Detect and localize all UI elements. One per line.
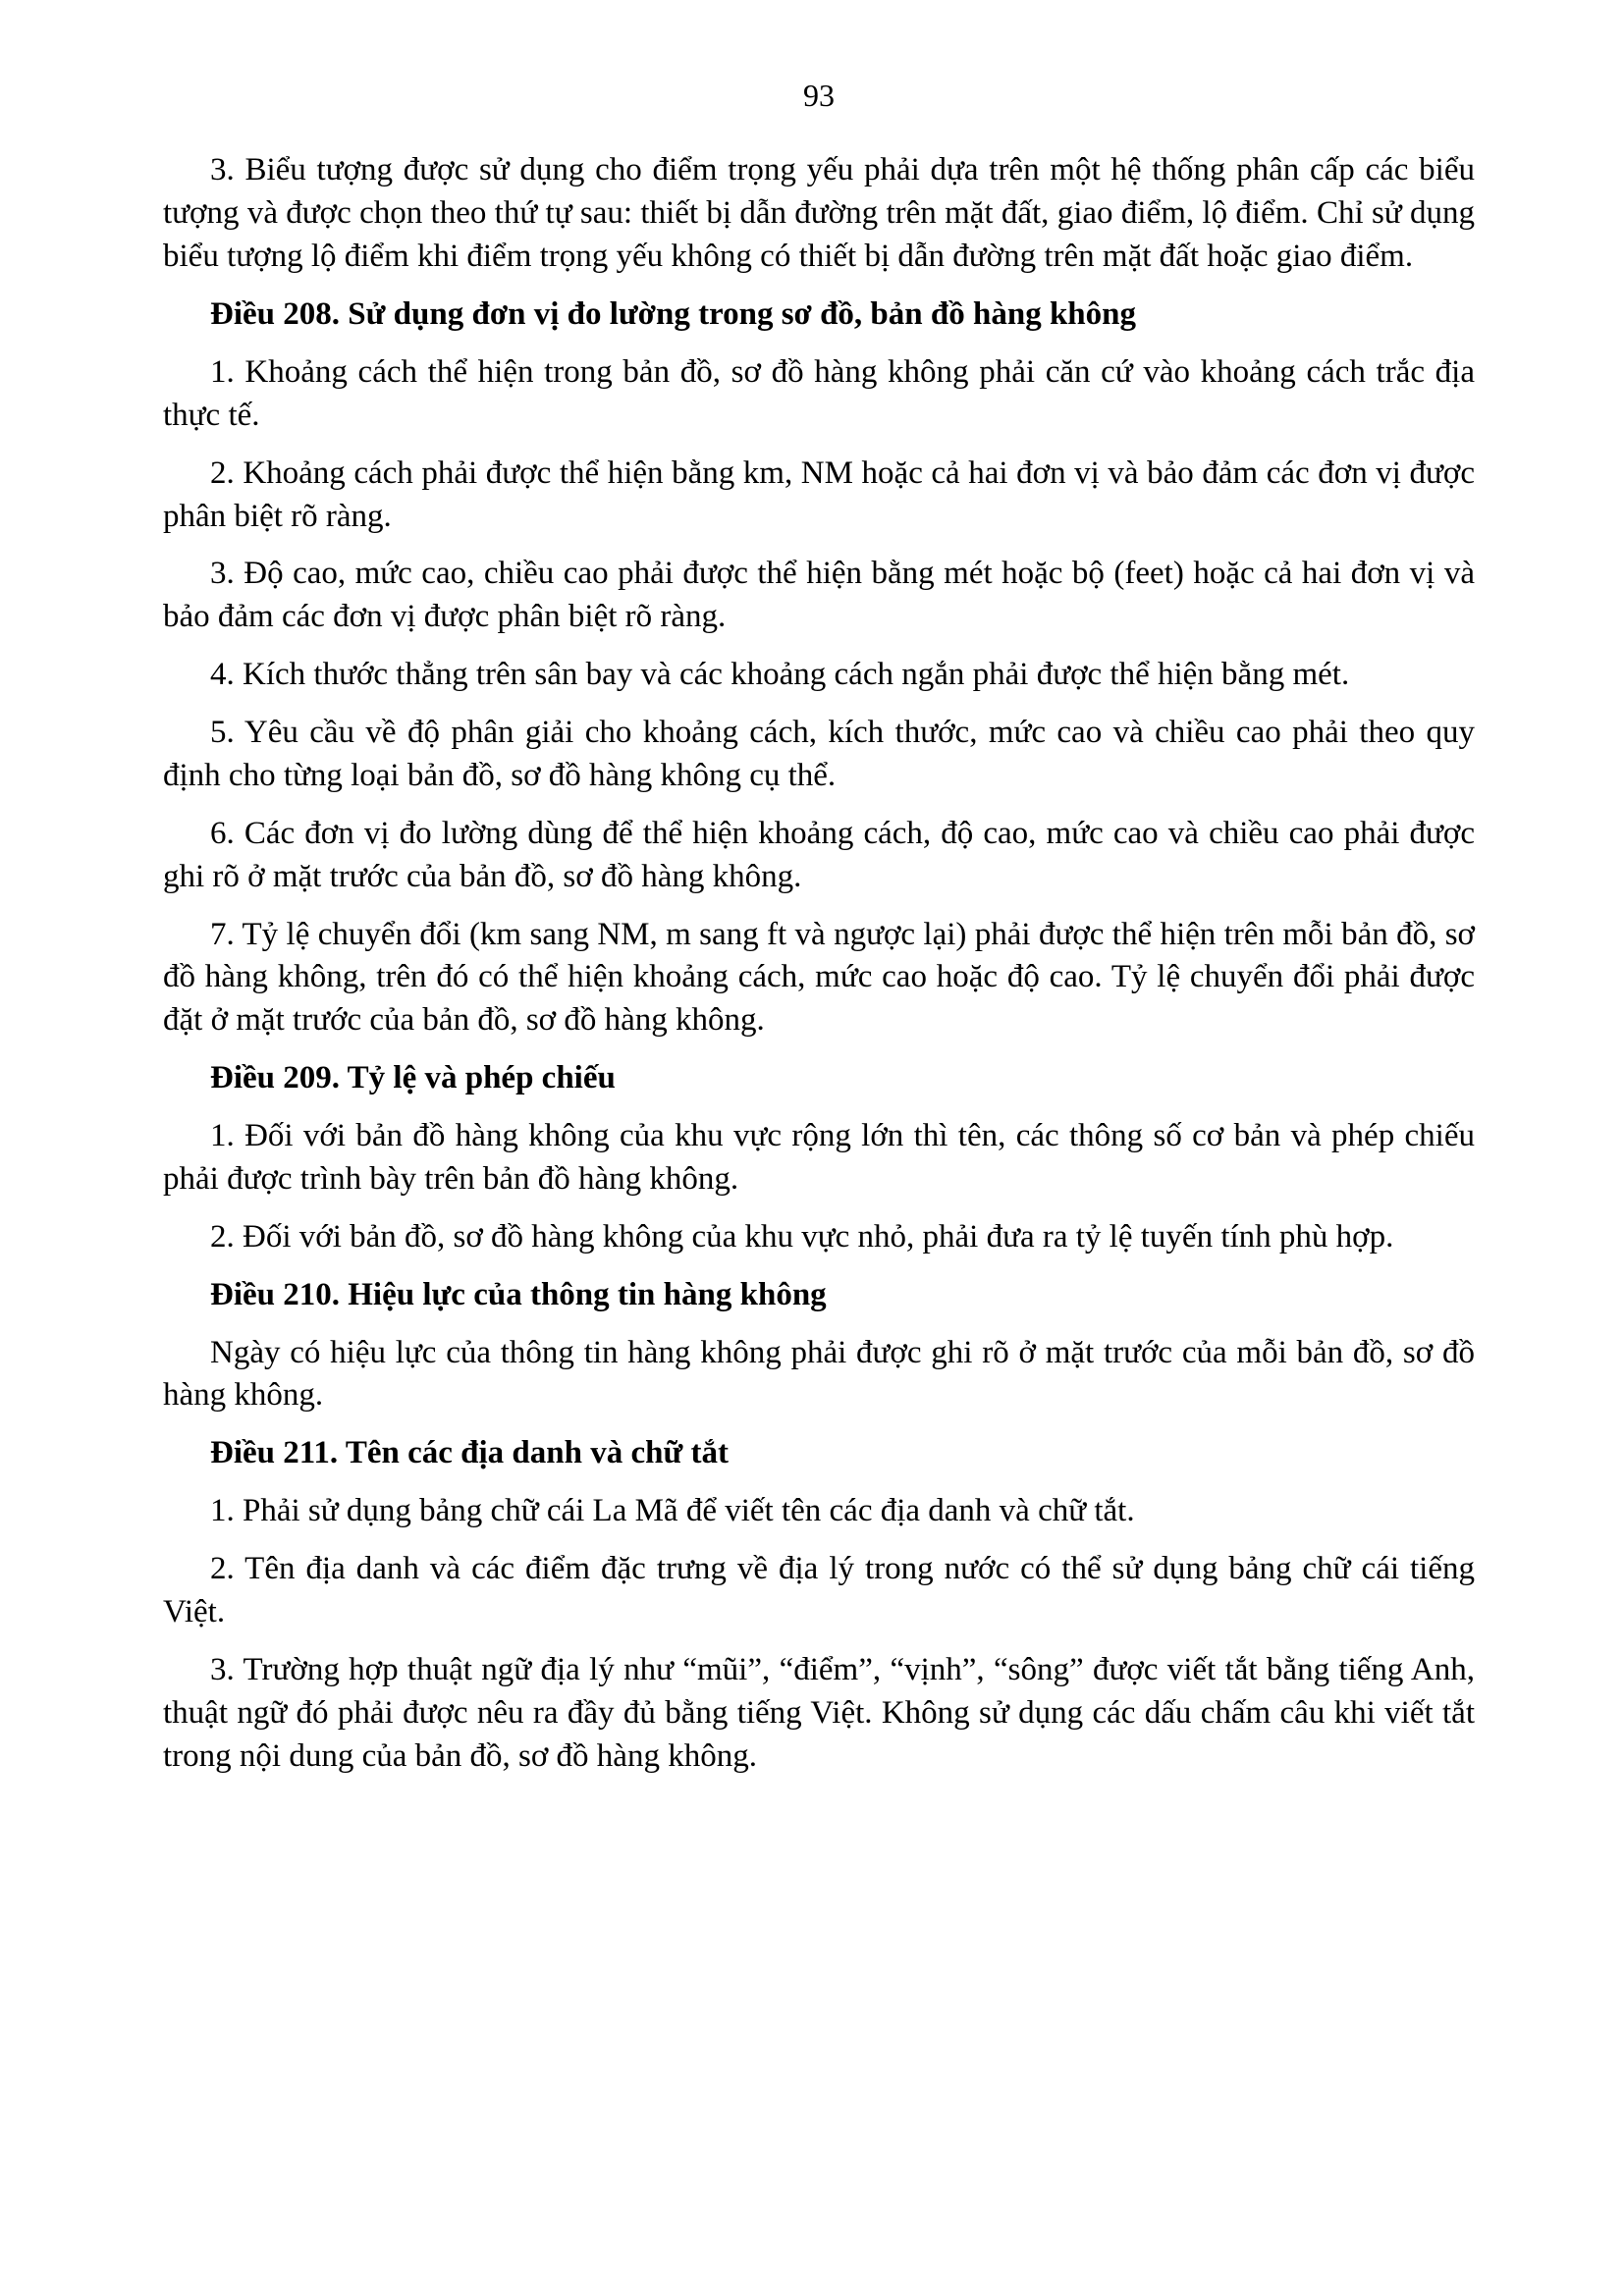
article-208-clause-3: 3. Độ cao, mức cao, chiều cao phải được thể hiện bằng mét hoặc bộ (feet) hoặc cả hai đơn vị và bảo đảm các đơn vị được phân biệt rõ ràng. [163, 556, 1475, 635]
article-209-clause-1: 1. Đối với bản đồ hàng không của khu vực rộng lớn thì tên, các thông số cơ bản và phép chiếu phải được trình bày trên bản đồ hàng không. [163, 1118, 1475, 1197]
article-heading-211: Điều 211. Tên các địa danh và chữ tắt [210, 1435, 729, 1471]
document-body [163, 149, 1475, 1778]
page-number: 93 [803, 78, 835, 113]
article-heading-208: Điều 208. Sử dụng đơn vị đo lường trong sơ đồ, bản đồ hàng không [210, 296, 1136, 333]
article-211-clause-1: 1. Phải sử dụng bảng chữ cái La Mã để viết tên các địa danh và chữ tắt. [210, 1493, 1135, 1529]
article-210-body: Ngày có hiệu lực của thông tin hàng không phải được ghi rõ ở mặt trước của mỗi bản đồ, sơ đồ hàng không. [163, 1334, 1475, 1414]
article-208-clause-4: 4. Kích thước thẳng trên sân bay và các khoảng cách ngắn phải được thể hiện bằng mét. [210, 657, 1350, 693]
article-208-clause-7: 7. Tỷ lệ chuyển đổi (km sang NM, m sang ft và ngược lại) phải được thể hiện trên mỗi bản đồ, sơ đồ hàng không, trên đó có thể hiện khoảng cách, mức cao hoặc độ cao. Tỷ lệ chuyển đổi phải được đặt ở mặt trước của bản đồ, sơ đồ hàng không. [163, 916, 1475, 1039]
article-208-clause-1: 1. Khoảng cách thể hiện trong bản đồ, sơ đồ hàng không phải căn cứ vào khoảng cách trắc địa thực tế. [163, 353, 1475, 433]
paragraph-item-3-prev-article: 3. Biểu tượng được sử dụng cho điểm trọng yếu phải dựa trên một hệ thống phân cấp các biểu tượng và được chọn theo thứ tự sau: thiết bị dẫn đường trên mặt đất, giao điểm, lộ điểm. Chỉ sử dụng biểu tượng lộ điểm khi điểm trọng yếu không có thiết bị dẫn đường trên mặt đất hoặc giao điểm. [163, 152, 1475, 275]
article-209-clause-2: 2. Đối với bản đồ, sơ đồ hàng không của khu vực nhỏ, phải đưa ra tỷ lệ tuyến tính phù hợp. [210, 1218, 1394, 1255]
article-heading-210: Điều 210. Hiệu lực của thông tin hàng không [210, 1276, 827, 1312]
article-211-clause-2: 2. Tên địa danh và các điểm đặc trưng về địa lý trong nước có thể sử dụng bảng chữ cái tiếng Việt. [163, 1551, 1475, 1629]
article-211-clause-3: 3. Trường hợp thuật ngữ địa lý như “mũi”, “điểm”, “vịnh”, “sông” được viết tắt bằng tiếng Anh, thuật ngữ đó phải được nêu ra đầy đủ bằng tiếng Việt. Không sử dụng các dấu chấm câu khi viết tắt trong nội dung của bản đồ, sơ đồ hàng không. [163, 1651, 1475, 1774]
article-heading-209: Điều 209. Tỷ lệ và phép chiếu [210, 1060, 616, 1096]
article-208-clause-2: 2. Khoảng cách phải được thể hiện bằng km, NM hoặc cả hai đơn vị và bảo đảm các đơn vị được phân biệt rõ ràng. [163, 454, 1475, 534]
article-208-clause-6: 6. Các đơn vị đo lường dùng để thể hiện khoảng cách, độ cao, mức cao và chiều cao phải được ghi rõ ở mặt trước của bản đồ, sơ đồ hàng không. [163, 815, 1475, 894]
article-208-clause-5: 5. Yêu cầu về độ phân giải cho khoảng cách, kích thước, mức cao và chiều cao phải theo quy định cho từng loại bản đồ, sơ đồ hàng không cụ thể. [163, 715, 1475, 793]
